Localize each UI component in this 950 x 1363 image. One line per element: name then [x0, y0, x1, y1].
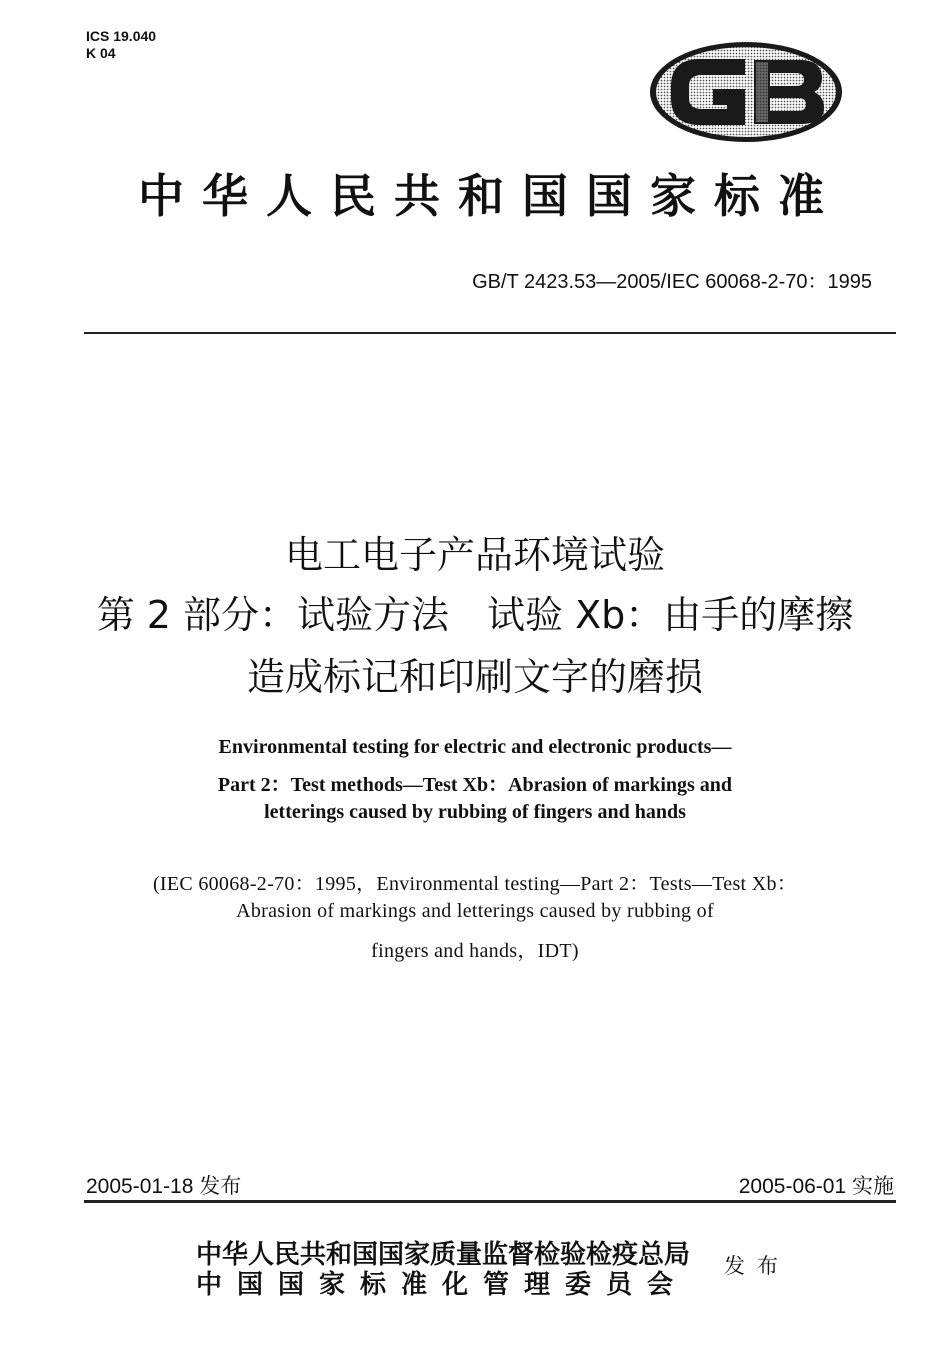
chinese-title-line-1: 电工电子产品环境试验	[284, 533, 665, 577]
issuer-aqsiq: 中华人民共和国国家质量监督检验检疫总局	[196, 1240, 691, 1270]
iec-reference-line-3: fingers and hands，IDT)	[371, 940, 579, 962]
english-title-line-3: letterings caused by rubbing of fingers and hands	[264, 801, 686, 823]
implementation-date: 2005-06-01 实施	[738, 1175, 894, 1198]
national-standard-title: 中华人民共和国国家标准	[138, 169, 842, 223]
top-divider	[84, 332, 896, 334]
chinese-title-line-3: 造成标记和印刷文字的磨损	[246, 655, 703, 699]
publish-label: 发布	[724, 1254, 790, 1278]
standard-number: GB/T 2423.53—2005/IEC 60068-2-70：1995	[472, 271, 872, 293]
ccs-code: K 04	[86, 45, 116, 61]
gb-logo	[648, 40, 844, 144]
iec-reference-line-2: Abrasion of markings and letterings caused by rubbing of	[236, 900, 714, 922]
ics-code: ICS 19.040	[86, 28, 157, 44]
iec-reference-line-1: (IEC 60068-2-70：1995，Environmental testing—Part 2：Tests—Test Xb：	[152, 873, 798, 895]
classification-codes	[86, 28, 156, 62]
chinese-title-line-2: 第 2 部分：试验方法 试验 Xb：由手的摩擦	[96, 593, 854, 637]
issuer-sac: 中国国家标准化管理委员会	[196, 1270, 689, 1300]
issue-date: 2005-01-18 发布	[86, 1175, 242, 1198]
bottom-divider	[84, 1200, 896, 1203]
english-title-line-1: Environmental testing for electric and electronic products—	[218, 736, 732, 758]
english-title-line-2: Part 2：Test methods—Test Xb：Abrasion of markings and	[217, 774, 733, 796]
